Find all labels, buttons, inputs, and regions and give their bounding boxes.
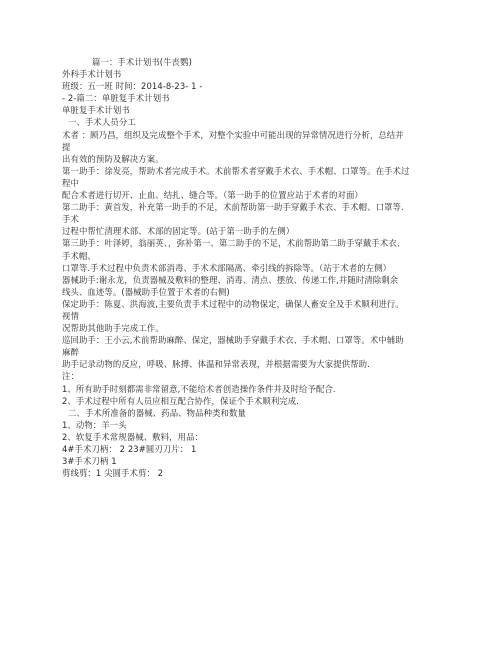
text-line: 视情 (62, 310, 79, 321)
text-line: 3#手术刀柄 1 (62, 456, 117, 467)
text-line: 助手记录动物的反应，呼吸、脉搏、体温和异常表现，并根据需要为大家提供帮助. (62, 359, 370, 370)
text-line: 第一助手：徐发亮，帮助术者完成手术。术前帮术者穿戴手术衣、手术帽、口罩等。在手术过 (62, 165, 410, 176)
text-line: - 2-篇二：单脏复手术计划书 (62, 93, 170, 104)
text-line: 2、软复手术常规器械、敷料，用品： (62, 431, 204, 442)
text-line: 剪线剪：1 尖圆手术剪： 2 (62, 468, 164, 479)
text-line: 外科手术计划书 (62, 69, 122, 80)
text-line: 配合术者进行切开、止血、结扎、缝合等。（第一助手的位置应站于术者的对面） (62, 190, 363, 201)
text-line: 器械助手:谢永龙，负责器械及敷料的整理、消毒、清点、摆放、传递工作,并随时清除剩余 (62, 274, 399, 285)
section-heading: 二、手术所准备的器械、药品、物品种类和数量 (68, 407, 246, 418)
text-line: 出有效的预防及解决方案。 (62, 153, 164, 164)
text-line: 注： (62, 371, 79, 382)
text-line: 手术 (62, 214, 79, 225)
text-line: 1、动物：羊一头 (62, 419, 127, 430)
document-title: 篇一：手术计划书(牛丧鹦) (92, 57, 192, 67)
text-line: 麻醉 (62, 347, 79, 358)
text-line: 4#手术刀柄： 2 23#圆刃刀片： 1 (62, 444, 197, 454)
text-line: 手术帽、 (62, 250, 96, 261)
text-line: 况帮助其他助手完成工作。 (62, 323, 164, 334)
text-line: 保定助手：陈夏、洪海波,主要负责手术过程中的动物保定，确保人畜安全及手术顺利进行。 (62, 298, 404, 309)
text-line: 第二助手：黄首发，补充第一助手的不足，术前帮助第一助手穿戴手术衣、手术帽、口罩等. (62, 202, 404, 213)
text-line: 口罩等.手术过程中负责术部消毒、手术术部隔离、牵引线的拆除等。（站于术者的左侧） (62, 262, 392, 273)
text-line: 单脏复手术计划书 (62, 105, 130, 116)
document-page (62, 56, 454, 479)
text-line: 术者 ：顾乃昌，组织及完成整个手术，对整个实验中可能出现的异常情况进行分析，总结并 (62, 129, 404, 140)
text-line: 提 (62, 141, 71, 152)
text-line: 线头、血迹等。(器械助手位置于术者的右侧) (62, 286, 230, 297)
text-line: 班级：五一班 时间：2014-8-23- 1 - (62, 81, 203, 92)
text-line: 程中 (62, 177, 79, 188)
text-line: 2、手术过程中所有人员应相互配合协作，保证个手术顺利完成. (62, 395, 300, 406)
text-line: 1、所有助手时刻都需非常留意,不能给术者创造操作条件并及时给予配合. (62, 383, 336, 394)
text-line: 过程中帮忙清理术部、术部的固定等。(站于第一助手的左侧） (62, 226, 295, 237)
section-heading: 一、手术人员分工 (68, 117, 136, 128)
text-line: 第三助手：叶泽婷，翁丽英、，弥补第一、第二助手的不足，术前帮助第二助手穿戴手术衣、 (62, 238, 406, 249)
text-line: 巡回助手：王小云,术前帮助麻醉、保定，器械助手穿戴手术衣、手术帽、口罩等。术中辅助 (62, 335, 404, 346)
